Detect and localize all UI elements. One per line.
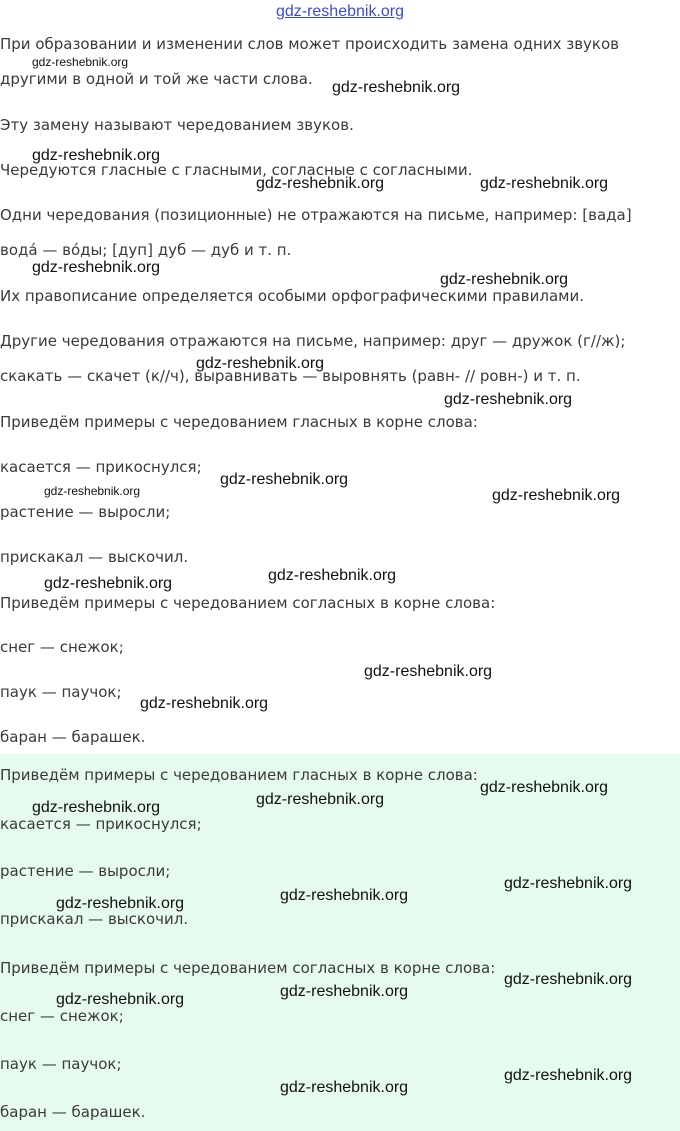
- watermark: gdz-reshebnik.org: [332, 79, 461, 96]
- watermark: gdz-reshebnik.org: [44, 575, 173, 592]
- text-line: Эту замену называют чередованием звуков.: [0, 116, 354, 134]
- answer-line: снег — снежок;: [0, 1007, 124, 1025]
- text-line: Одни чередования (позиционные) не отражаются на письме, например: [вада]: [0, 206, 632, 224]
- answer-line: паук — паучок;: [0, 1055, 122, 1073]
- text-line: другими в одной и той же части слова.: [0, 70, 313, 88]
- site-header-link[interactable]: gdz-reshebnik.org: [275, 3, 405, 20]
- watermark: gdz-reshebnik.org: [220, 471, 349, 488]
- text-line: Приведём примеры с чередованием согласных в корне слова:: [0, 594, 496, 612]
- watermark: gdz-reshebnik.org: [280, 887, 409, 904]
- text-line: снег — снежок;: [0, 638, 124, 656]
- watermark: gdz-reshebnik.org: [44, 484, 141, 498]
- watermark: gdz-reshebnik.org: [440, 271, 569, 288]
- answer-line: Приведём примеры с чередованием согласных в корне слова:: [0, 959, 496, 977]
- watermark: gdz-reshebnik.org: [280, 983, 409, 1000]
- text-line: касается — прикоснулся;: [0, 458, 202, 476]
- watermark: gdz-reshebnik.org: [256, 175, 385, 192]
- text-line: растение — выросли;: [0, 503, 171, 521]
- text-line: вода́ — во́ды; [дуп] дуб — дуб и т. п.: [0, 241, 292, 259]
- watermark: gdz-reshebnik.org: [196, 355, 325, 372]
- text-line: баран — барашек.: [0, 728, 146, 746]
- answer-line: растение — выросли;: [0, 862, 171, 880]
- watermark: gdz-reshebnik.org: [256, 791, 385, 808]
- text-line: Чередуются гласные с гласными, согласные с согласными.: [0, 161, 473, 179]
- watermark: gdz-reshebnik.org: [480, 779, 609, 796]
- watermark: gdz-reshebnik.org: [504, 1067, 633, 1084]
- watermark: gdz-reshebnik.org: [504, 971, 633, 988]
- watermark: gdz-reshebnik.org: [492, 487, 621, 504]
- watermark: gdz-reshebnik.org: [32, 55, 129, 69]
- watermark: gdz-reshebnik.org: [32, 259, 161, 276]
- answer-line: касается — прикоснулся;: [0, 815, 202, 833]
- text-line: При образовании и изменении слов может происходить замена одних звуков: [0, 35, 619, 53]
- watermark: gdz-reshebnik.org: [140, 695, 269, 712]
- watermark: gdz-reshebnik.org: [480, 175, 609, 192]
- answer-line: прискакал — выскочил.: [0, 910, 189, 928]
- watermark: gdz-reshebnik.org: [56, 895, 185, 912]
- watermark: gdz-reshebnik.org: [504, 875, 633, 892]
- text-line: Их правописание определяется особыми орфографическими правилами.: [0, 287, 584, 305]
- watermark: gdz-reshebnik.org: [32, 147, 161, 164]
- watermark: gdz-reshebnik.org: [280, 1079, 409, 1096]
- text-line: скакать — скачет (к//ч), выравнивать — выровнять (равн- // ровн-) и т. п.: [0, 367, 581, 385]
- text-line: прискакал — выскочил.: [0, 548, 189, 566]
- answer-line: баран — барашек.: [0, 1103, 146, 1121]
- watermark: gdz-reshebnik.org: [32, 799, 161, 816]
- watermark: gdz-reshebnik.org: [268, 567, 397, 584]
- watermark: gdz-reshebnik.org: [444, 391, 573, 408]
- answer-line: Приведём примеры с чередованием гласных в корне слова:: [0, 766, 478, 784]
- text-line: Другие чередования отражаются на письме, например: друг — дружок (г//ж);: [0, 332, 626, 350]
- watermark: gdz-reshebnik.org: [56, 991, 185, 1008]
- text-line: паук — паучок;: [0, 683, 122, 701]
- watermark: gdz-reshebnik.org: [364, 663, 493, 680]
- text-line: Приведём примеры с чередованием гласных в корне слова:: [0, 413, 478, 431]
